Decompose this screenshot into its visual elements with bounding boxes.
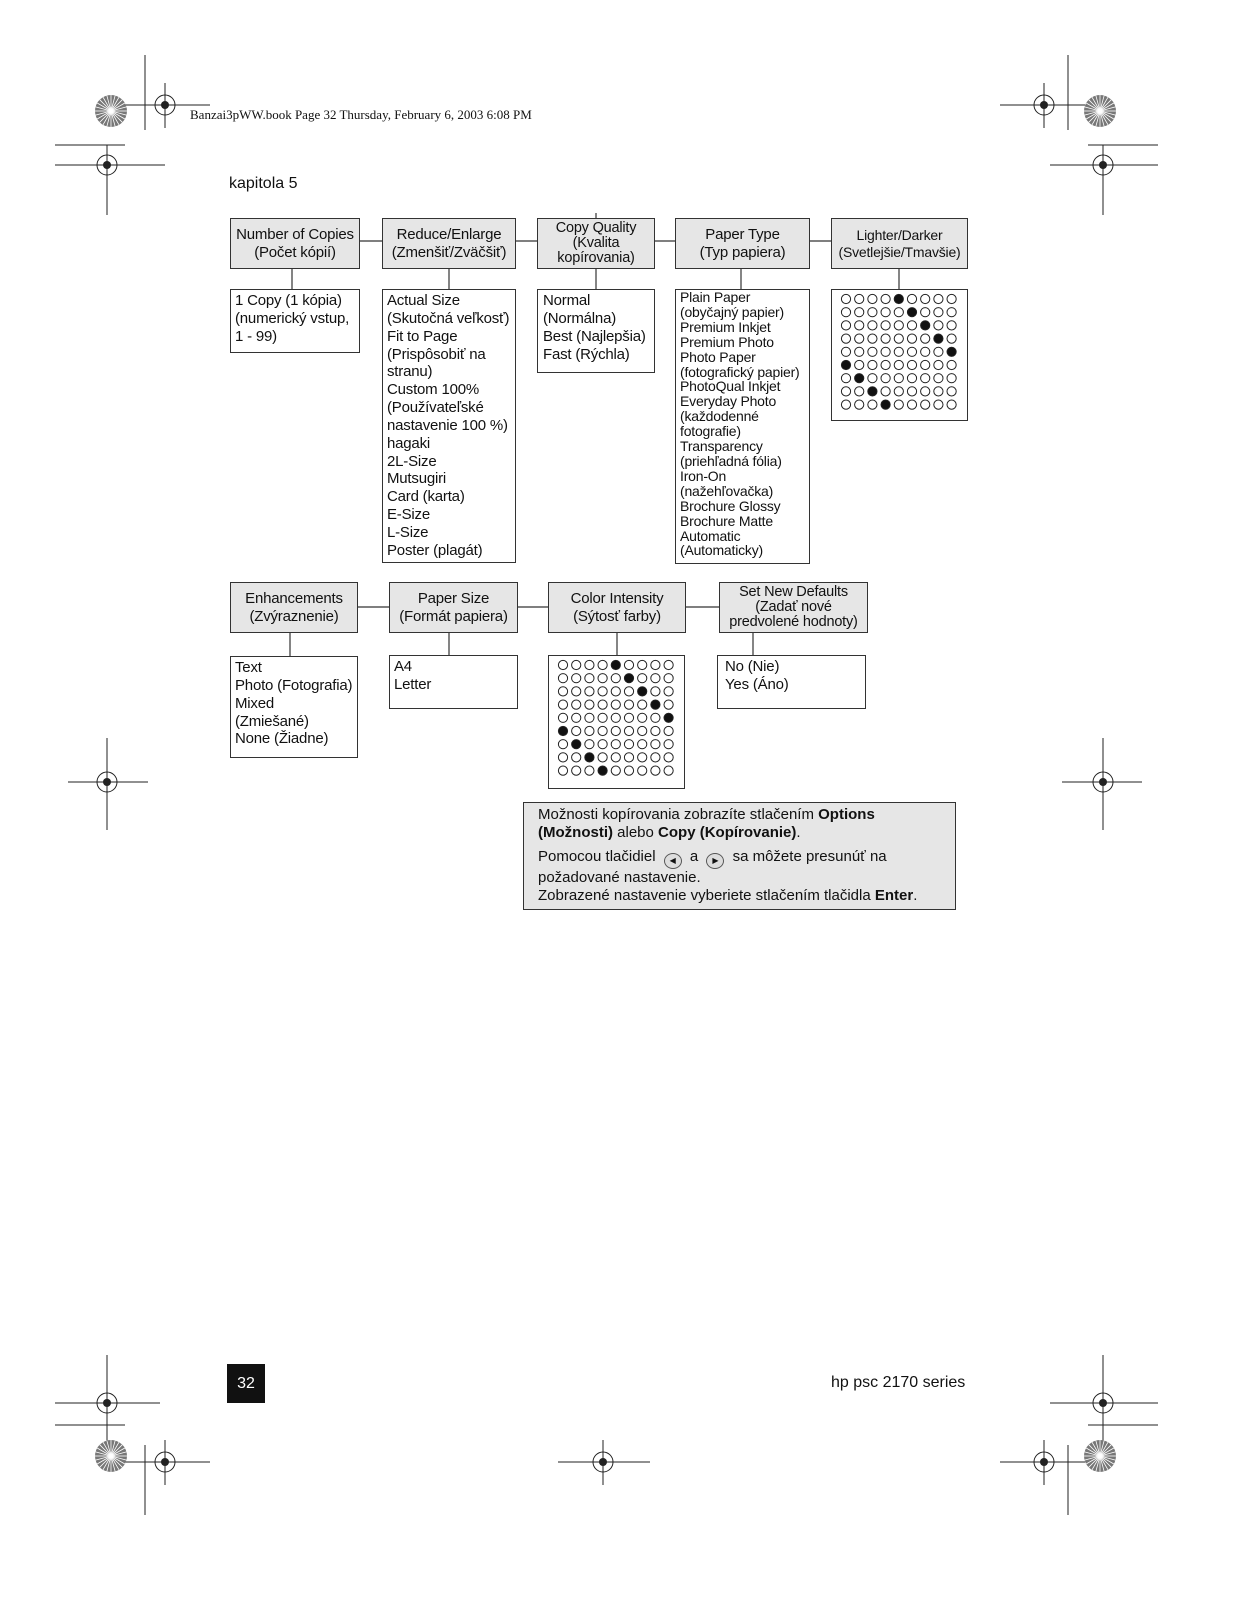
level-dot-empty [664, 687, 673, 696]
level-dot-empty [855, 321, 864, 330]
menu-enhancements: Enhancements (Zvýraznenie) [230, 582, 358, 633]
level-dot-empty [598, 740, 607, 749]
level-dot-empty [638, 753, 647, 762]
level-dot-empty [611, 713, 620, 722]
level-dot-filled [664, 713, 673, 722]
level-dot-empty [664, 740, 673, 749]
level-dot-empty [572, 713, 581, 722]
level-dot-empty [624, 713, 633, 722]
level-dot-empty [624, 687, 633, 696]
level-dot-empty [638, 700, 647, 709]
level-dot-empty [881, 321, 890, 330]
level-dot-empty [907, 360, 916, 369]
level-dot-empty [855, 360, 864, 369]
level-dot-filled [907, 308, 916, 317]
level-dot-empty [624, 700, 633, 709]
level-dot-filled [558, 726, 567, 735]
level-dot-filled [572, 740, 581, 749]
level-dot-empty [572, 674, 581, 683]
options-enhancements: Text Photo (Fotografia) Mixed (Zmiešané) None (Žiadne) [230, 656, 358, 758]
level-dot-empty [894, 334, 903, 343]
level-dot-empty [585, 713, 594, 722]
level-dot-empty [638, 713, 647, 722]
level-dot-empty [868, 400, 877, 409]
level-dot-empty [841, 387, 850, 396]
level-dot-empty [921, 387, 930, 396]
level-dot-empty [921, 334, 930, 343]
level-dot-filled [921, 321, 930, 330]
level-dot-empty [934, 321, 943, 330]
level-dot-empty [921, 400, 930, 409]
level-dot-empty [651, 660, 660, 669]
menu-color-intensity: Color Intensity (Sýtosť farby) [548, 582, 686, 633]
chapter-label: kapitola 5 [229, 175, 298, 192]
level-dot-empty [651, 713, 660, 722]
level-dot-empty [868, 347, 877, 356]
left-arrow-button-icon: ◀ [664, 853, 682, 869]
level-dot-empty [598, 700, 607, 709]
color-intensity-dots [549, 656, 686, 790]
level-dot-empty [894, 400, 903, 409]
instruction-note [523, 802, 956, 910]
options-paper-size: A4 Letter [389, 655, 518, 709]
level-dot-empty [881, 294, 890, 303]
level-dot-empty [651, 766, 660, 775]
lighter-darker-level-grid [831, 289, 968, 421]
note-paragraph-options: Možnosti kopírovania zobrazíte stlačením Options (Možnosti) alebo Copy (Kopírovanie). [538, 806, 875, 842]
level-dot-empty [638, 740, 647, 749]
level-dot-empty [624, 740, 633, 749]
level-dot-empty [841, 308, 850, 317]
level-dot-empty [611, 740, 620, 749]
level-dot-empty [598, 726, 607, 735]
level-dot-empty [624, 766, 633, 775]
note-paragraph-navigate: Pomocou tlačidiel ◀ a ▶ sa môžete presunúť na požadované nastavenie. [538, 847, 887, 886]
level-dot-empty [907, 374, 916, 383]
level-dot-empty [894, 374, 903, 383]
level-dot-empty [894, 321, 903, 330]
level-dot-empty [841, 294, 850, 303]
level-dot-empty [558, 674, 567, 683]
level-dot-empty [611, 687, 620, 696]
level-dot-empty [841, 334, 850, 343]
level-dot-empty [841, 400, 850, 409]
level-dot-empty [907, 347, 916, 356]
level-dot-empty [585, 700, 594, 709]
note-paragraph-enter: Zobrazené nastavenie vyberiete stlačením tlačidla Enter. [538, 886, 918, 904]
lighter-darker-dots [832, 290, 969, 422]
level-dot-empty [934, 347, 943, 356]
options-copy-quality: Normal (Normálna) Best (Najlepšia) Fast (Rýchla) [537, 289, 655, 373]
menu-paper-type: Paper Type (Typ papiera) [675, 218, 810, 269]
product-name-footer: hp psc 2170 series [831, 1374, 966, 1391]
level-dot-empty [611, 766, 620, 775]
level-dot-empty [598, 753, 607, 762]
level-dot-empty [868, 374, 877, 383]
level-dot-empty [638, 766, 647, 775]
level-dot-filled [624, 674, 633, 683]
level-dot-empty [947, 294, 956, 303]
level-dot-empty [638, 674, 647, 683]
level-dot-empty [934, 374, 943, 383]
level-dot-empty [855, 334, 864, 343]
level-dot-empty [907, 294, 916, 303]
level-dot-empty [934, 360, 943, 369]
level-dot-filled [855, 374, 864, 383]
level-dot-filled [894, 294, 903, 303]
options-number-of-copies: 1 Copy (1 kópia) (numerický vstup, 1 - 99) [230, 289, 360, 353]
level-dot-empty [894, 347, 903, 356]
page-number-badge: 32 [227, 1364, 265, 1403]
level-dot-empty [651, 726, 660, 735]
level-dot-empty [841, 347, 850, 356]
level-dot-empty [934, 308, 943, 317]
level-dot-filled [934, 334, 943, 343]
level-dot-empty [572, 700, 581, 709]
level-dot-filled [638, 687, 647, 696]
level-dot-empty [921, 294, 930, 303]
level-dot-empty [638, 726, 647, 735]
level-dot-empty [881, 387, 890, 396]
level-dot-empty [947, 308, 956, 317]
level-dot-empty [585, 726, 594, 735]
level-dot-empty [947, 374, 956, 383]
level-dot-empty [664, 674, 673, 683]
level-dot-empty [572, 687, 581, 696]
level-dot-empty [855, 387, 864, 396]
level-dot-filled [651, 700, 660, 709]
menu-lighter-darker: Lighter/Darker (Svetlejšie/Tmavšie) [831, 218, 968, 269]
menu-paper-size: Paper Size (Formát papiera) [389, 582, 518, 633]
level-dot-filled [841, 360, 850, 369]
level-dot-empty [868, 294, 877, 303]
level-dot-empty [585, 740, 594, 749]
level-dot-filled [881, 400, 890, 409]
level-dot-empty [881, 334, 890, 343]
level-dot-empty [934, 400, 943, 409]
level-dot-empty [558, 766, 567, 775]
level-dot-empty [868, 334, 877, 343]
level-dot-empty [934, 387, 943, 396]
right-arrow-button-icon: ▶ [706, 853, 724, 869]
level-dot-empty [907, 321, 916, 330]
level-dot-empty [651, 740, 660, 749]
level-dot-empty [585, 766, 594, 775]
level-dot-empty [868, 360, 877, 369]
level-dot-empty [572, 660, 581, 669]
level-dot-empty [572, 726, 581, 735]
level-dot-empty [598, 674, 607, 683]
level-dot-empty [624, 660, 633, 669]
level-dot-filled [611, 660, 620, 669]
level-dot-empty [624, 726, 633, 735]
level-dot-empty [855, 294, 864, 303]
options-reduce-enlarge: Actual Size (Skutočná veľkosť) Fit to Page (Prispôsobiť na stranu) Custom 100% (Používateľské nastavenie 100 %) hagaki 2L-Size Mutsugiri Card (karta) E-Size L-Size Poster (plagát) [382, 289, 516, 563]
level-dot-empty [855, 400, 864, 409]
level-dot-empty [558, 753, 567, 762]
level-dot-empty [558, 700, 567, 709]
level-dot-empty [894, 308, 903, 317]
level-dot-empty [855, 308, 864, 317]
level-dot-empty [572, 753, 581, 762]
level-dot-empty [947, 400, 956, 409]
level-dot-empty [598, 713, 607, 722]
level-dot-empty [664, 700, 673, 709]
level-dot-empty [598, 660, 607, 669]
level-dot-empty [921, 360, 930, 369]
menu-number-of-copies: Number of Copies (Počet kópií) [230, 218, 360, 269]
level-dot-empty [947, 360, 956, 369]
level-dot-empty [598, 687, 607, 696]
level-dot-empty [921, 347, 930, 356]
level-dot-empty [558, 660, 567, 669]
level-dot-empty [947, 334, 956, 343]
level-dot-filled [947, 347, 956, 356]
level-dot-empty [868, 308, 877, 317]
level-dot-empty [934, 294, 943, 303]
menu-set-new-defaults: Set New Defaults (Zadať nové predvolené hodnoty) [719, 582, 868, 633]
level-dot-empty [947, 387, 956, 396]
level-dot-empty [638, 660, 647, 669]
level-dot-empty [651, 674, 660, 683]
level-dot-empty [651, 753, 660, 762]
level-dot-empty [881, 374, 890, 383]
level-dot-empty [855, 347, 864, 356]
level-dot-empty [611, 726, 620, 735]
level-dot-empty [558, 713, 567, 722]
menu-reduce-enlarge: Reduce/Enlarge (Zmenšiť/Zväčšiť) [382, 218, 516, 269]
level-dot-empty [881, 347, 890, 356]
level-dot-empty [611, 700, 620, 709]
level-dot-empty [624, 753, 633, 762]
level-dot-filled [585, 753, 594, 762]
options-set-new-defaults: No (Nie) Yes (Áno) [717, 655, 866, 709]
level-dot-empty [651, 687, 660, 696]
level-dot-empty [664, 726, 673, 735]
level-dot-empty [664, 660, 673, 669]
level-dot-empty [572, 766, 581, 775]
level-dot-empty [881, 308, 890, 317]
level-dot-empty [868, 321, 877, 330]
level-dot-empty [894, 360, 903, 369]
level-dot-filled [598, 766, 607, 775]
level-dot-empty [907, 400, 916, 409]
color-intensity-level-grid [548, 655, 685, 789]
level-dot-empty [947, 321, 956, 330]
print-header-line: Banzai3pWW.book Page 32 Thursday, February 6, 2003 6:08 PM [190, 107, 532, 122]
level-dot-empty [921, 308, 930, 317]
level-dot-empty [558, 740, 567, 749]
options-paper-type: Plain Paper (obyčajný papier) Premium Inkjet Premium Photo Photo Paper (fotografický papier) PhotoQual Inkjet Everyday Photo (každodenné fotografie) Transparency (priehľadná fólia) Iron-On (nažehľovačka) Brochure Glossy Brochure Matte Automatic (Automaticky) [675, 289, 810, 564]
level-dot-empty [585, 674, 594, 683]
level-dot-empty [585, 687, 594, 696]
menu-copy-quality: Copy Quality (Kvalita kopírovania) [537, 218, 655, 269]
level-dot-empty [841, 321, 850, 330]
level-dot-empty [841, 374, 850, 383]
level-dot-empty [664, 766, 673, 775]
level-dot-empty [664, 753, 673, 762]
level-dot-empty [907, 387, 916, 396]
level-dot-empty [921, 374, 930, 383]
level-dot-empty [907, 334, 916, 343]
level-dot-empty [611, 753, 620, 762]
level-dot-empty [894, 387, 903, 396]
level-dot-empty [611, 674, 620, 683]
level-dot-filled [868, 387, 877, 396]
level-dot-empty [585, 660, 594, 669]
level-dot-empty [881, 360, 890, 369]
level-dot-empty [558, 687, 567, 696]
